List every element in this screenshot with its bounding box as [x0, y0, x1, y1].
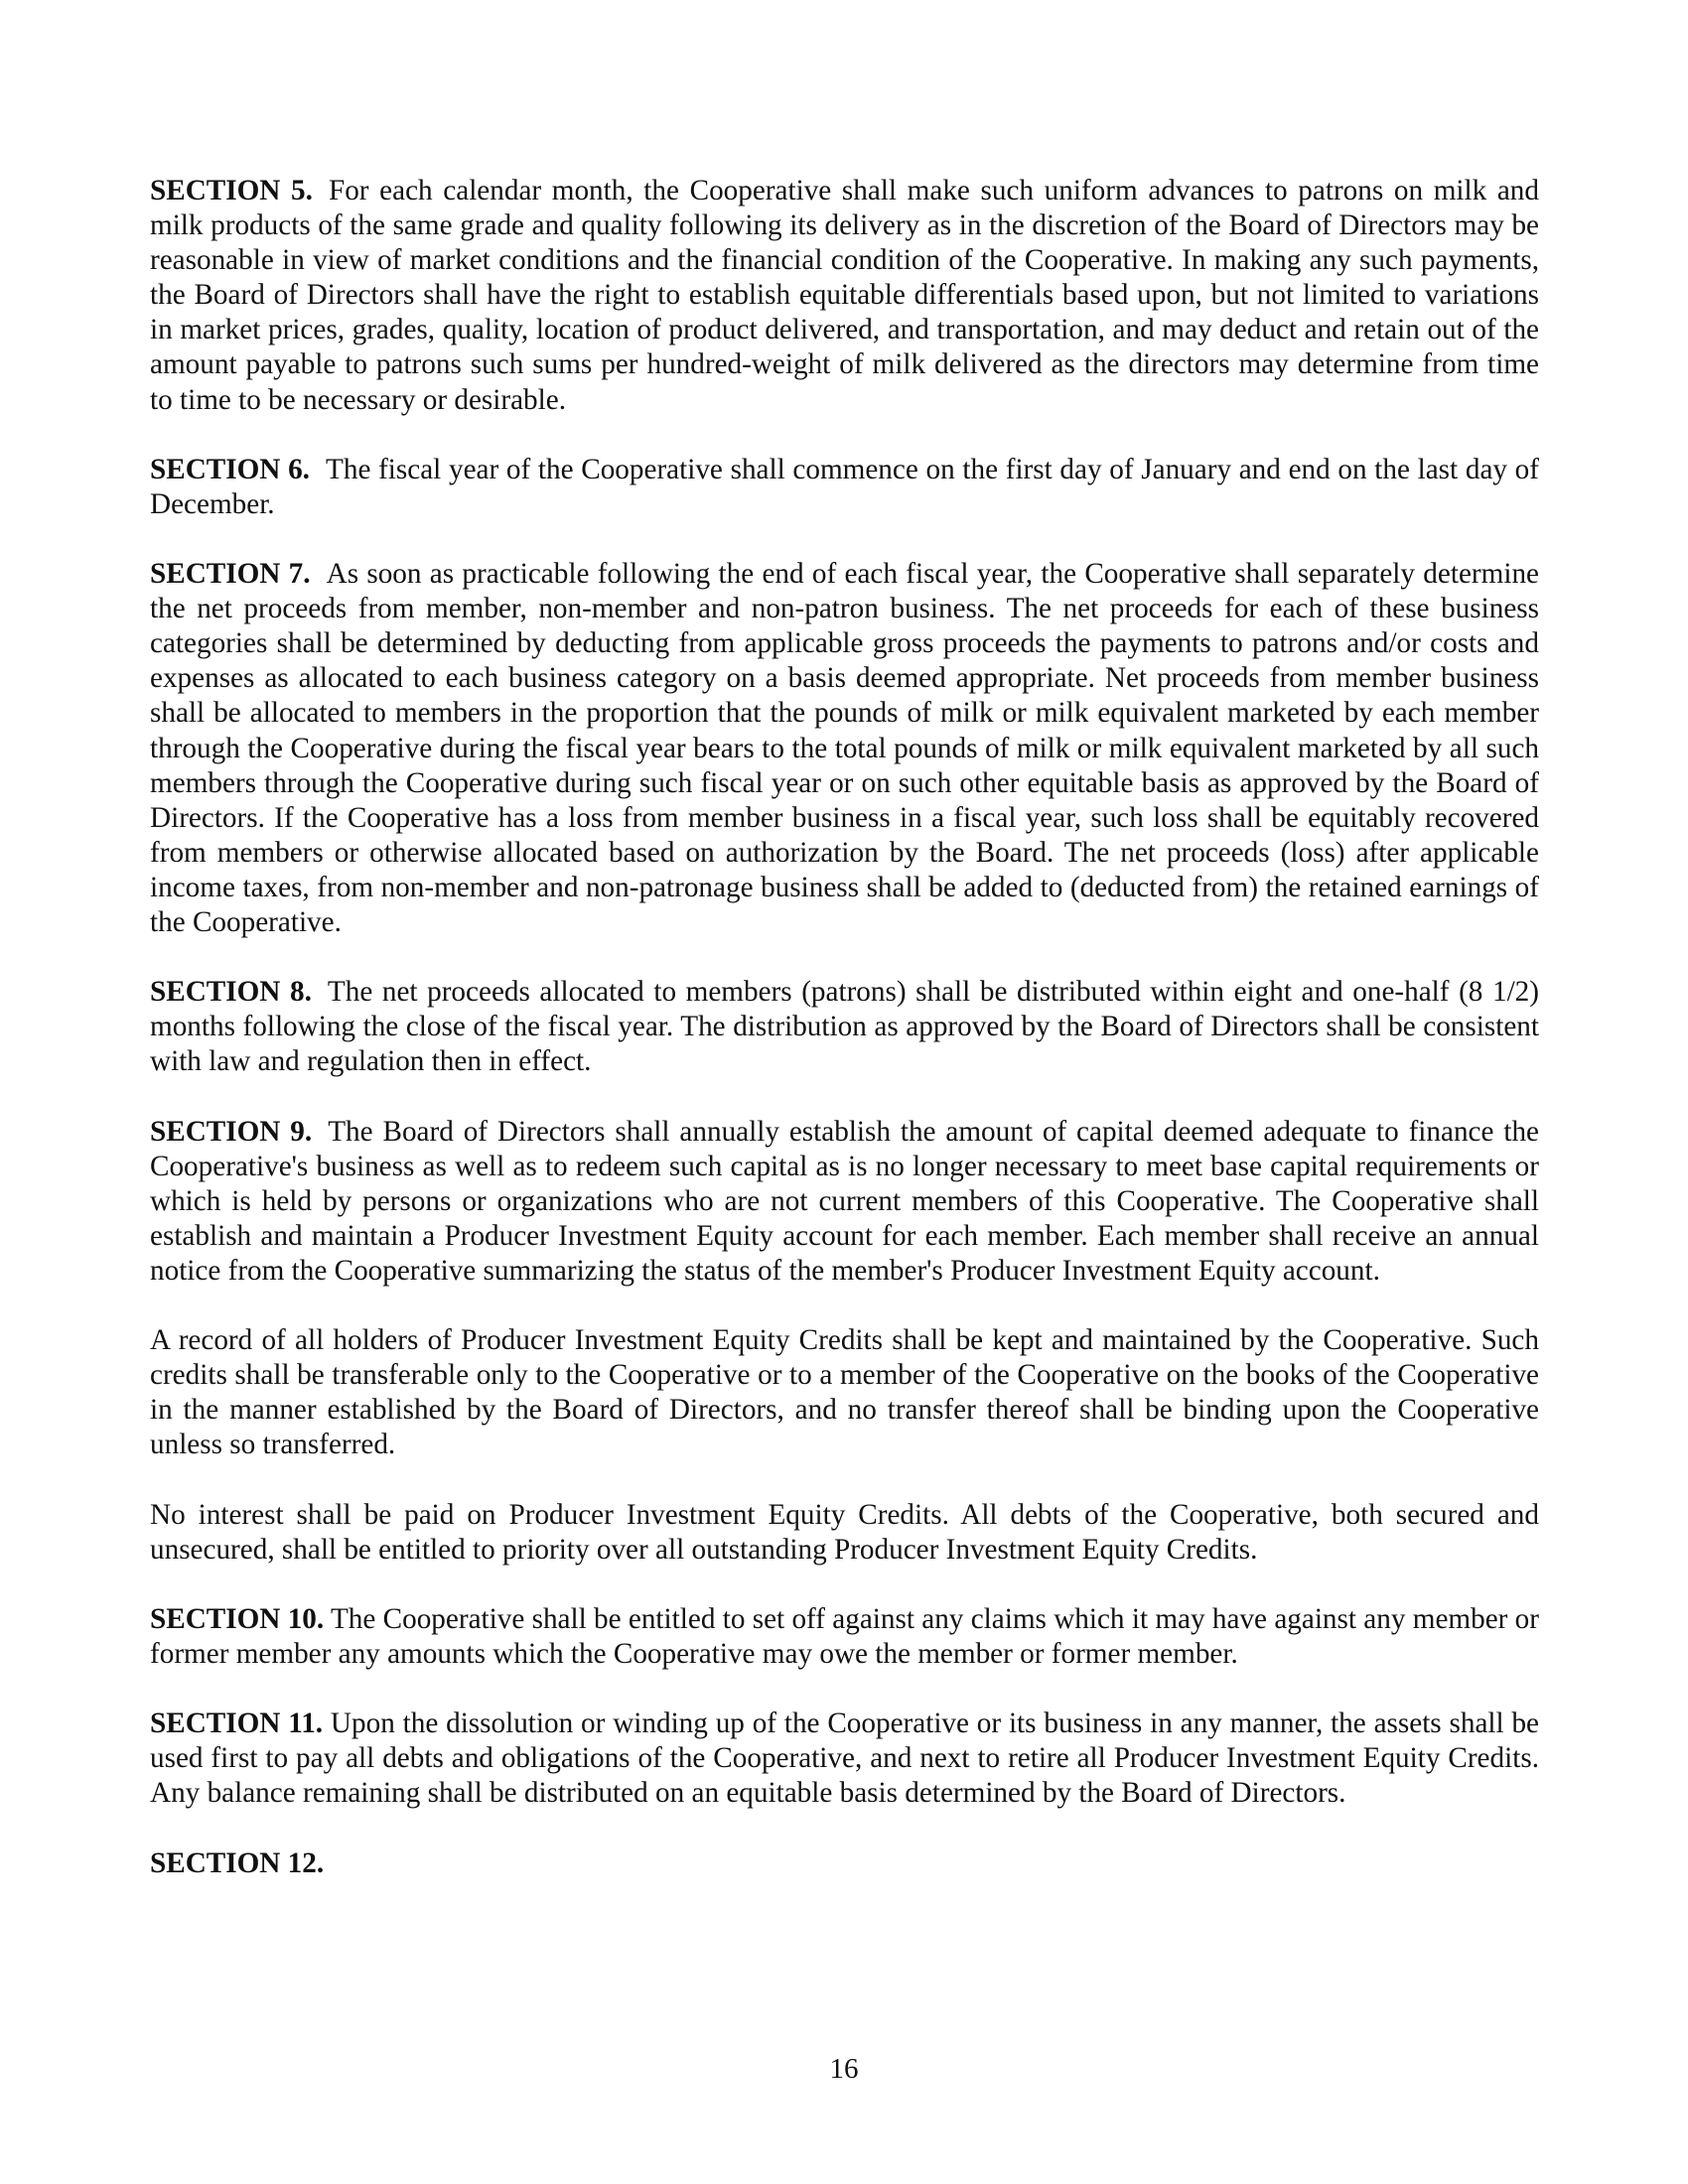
section-text: As soon as practicable following the end of each fiscal year, the Cooperative shall separately determine the net proceeds from member, non-member and non-patron business. The net proceeds for each of these business categories shall be determined by deducting from applicable gross proceeds the payments to patrons and/or costs and expenses as allocated to each business category on a basis deemed appropriate. Net proceeds from member business shall be allocated to members in the proportion that the pounds of milk or milk equivalent marketed by each member through the Cooperative during the fiscal year bears to the total pounds of milk or milk equivalent marketed by all such members through the Cooperative during such fiscal year or on such other equitable basis as approved by the Board of Directors. If the Cooperative has a loss from member business in a fiscal year, such loss shall be equitably recovered from members or otherwise allocated based on authorization by the Board. The net proceeds (loss) after applicable income taxes, from non-member and non-patronage business shall be added to (deducted from) the retained earnings of the Cooperative.: [150, 558, 1539, 938]
page-number: 16: [829, 2053, 859, 2085]
section-text: The fiscal year of the Cooperative shall commence on the first day of January and end on the last day of December.: [150, 453, 1539, 520]
section-7: [150, 557, 1539, 940]
section-9-records-paragraph: [150, 1323, 1539, 1462]
section-12: [150, 1846, 1539, 1881]
section-text: The Board of Directors shall annually establish the amount of capital deemed adequate to finance the Cooperative's business as well as to redeem such capital as is no longer necessary to meet base capital requirements or which is held by persons or organizations who are not current members of this Cooperative. The Cooperative shall establish and maintain a Producer Investment Equity account for each member. Each member shall receive an annual notice from the Cooperative summarizing the status of the member's Producer Investment Equity account.: [150, 1115, 1539, 1287]
paragraph-text: A record of all holders of Producer Investment Equity Credits shall be kept and maintained by the Cooperative. Such credits shall be transferable only to the Cooperative or to a member of the Cooperative on the books of the Cooperative in the manner established by the Board of Directors, and no transfer thereof shall be binding upon the Cooperative unless so transferred.: [150, 1324, 1539, 1461]
section-heading: SECTION 7.: [150, 558, 311, 591]
section-9-interest-paragraph: [150, 1498, 1539, 1568]
document-body: [150, 174, 1539, 1916]
section-text: The net proceeds allocated to members (patrons) shall be distributed within eight and one-half (8 1/2) months following the close of the fiscal year. The distribution as approved by the Board of Directors shall be consistent with law and regulation then in effect.: [150, 976, 1539, 1078]
section-5: [150, 174, 1539, 418]
paragraph-text: No interest shall be paid on Producer Investment Equity Credits. All debts of the Cooperative, both secured and unsecured, shall be entitled to priority over all outstanding Producer Investment Equity Credits.: [150, 1498, 1539, 1566]
section-text: For each calendar month, the Cooperative shall make such uniform advances to patrons on milk and milk products of the same grade and quality following its delivery as in the discretion of the Board of Directors may be reasonable in view of market conditions and the financial condition of the Cooperative. In making any such payments, the Board of Directors shall have the right to establish equitable differentials based upon, but not limited to variations in market prices, grades, quality, location of product delivered, and transportation, and may deduct and retain out of the amount payable to patrons such sums per hundred-weight of milk delivered as the directors may determine from time to time to be necessary or desirable.: [150, 175, 1539, 416]
section-text: Upon the dissolution or winding up of the Cooperative or its business in any manner, the assets shall be used first to pay all debts and obligations of the Cooperative, and next to retire all Producer Investment Equity Credits. Any balance remaining shall be distributed on an equitable basis determined by the Board of Directors.: [150, 1707, 1539, 1810]
section-10: [150, 1602, 1539, 1672]
section-6: [150, 453, 1539, 522]
section-heading: SECTION 11.: [150, 1707, 324, 1740]
section-heading: SECTION 12.: [150, 1846, 325, 1879]
section-text: The Cooperative shall be entitled to set off against any claims which it may have against any member or former member any amounts which the Cooperative may owe the member or former member.: [150, 1602, 1539, 1670]
section-heading: SECTION 10.: [150, 1602, 325, 1635]
section-heading: SECTION 6.: [150, 453, 310, 485]
section-heading: SECTION 8.: [150, 976, 312, 1009]
section-8: [150, 975, 1539, 1079]
section-11: [150, 1706, 1539, 1811]
section-heading: SECTION 9.: [150, 1115, 313, 1148]
section-9: [150, 1115, 1539, 1289]
section-heading: SECTION 5.: [150, 175, 313, 206]
